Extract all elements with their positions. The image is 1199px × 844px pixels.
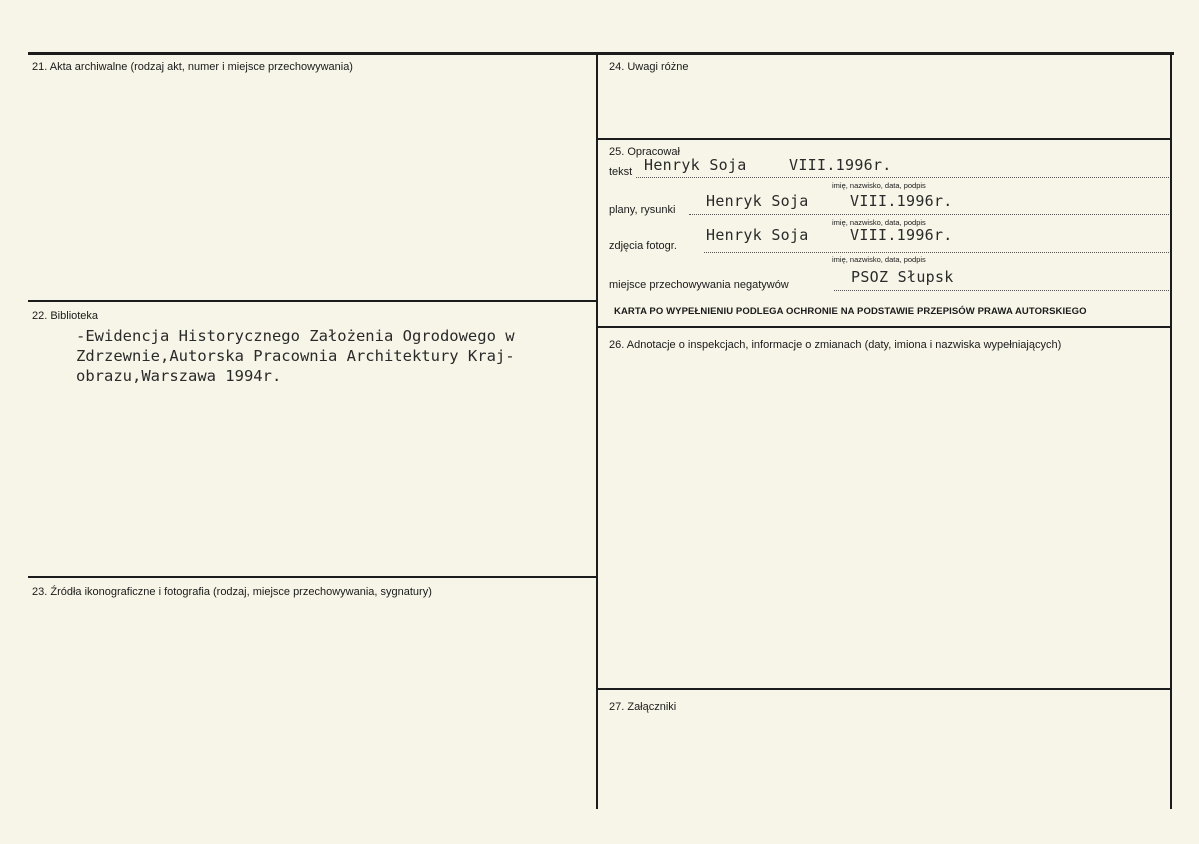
plany-dotted-line bbox=[689, 214, 1169, 215]
rule-25-26 bbox=[597, 326, 1172, 328]
copyright-notice: KARTA PO WYPEŁNIENIU PODLEGA OCHRONIE NA PODSTAWIE PRZEPISÓW PRAWA AUTORSKIEGO bbox=[614, 306, 1087, 317]
plany-author: Henryk Soja bbox=[706, 192, 809, 210]
section-25-heading: 25. Opracował bbox=[609, 146, 680, 158]
tekst-author: Henryk Soja bbox=[644, 156, 747, 174]
miejsce-label: miejsce przechowywania negatywów bbox=[609, 279, 789, 291]
plany-caption: imię, nazwisko, data, podpis bbox=[832, 218, 926, 227]
biblioteka-line-3: obrazu,Warszawa 1994r. bbox=[76, 367, 282, 385]
zdjecia-label: zdjęcia fotogr. bbox=[609, 240, 677, 252]
rule-26-27 bbox=[597, 688, 1172, 690]
biblioteka-entry bbox=[76, 326, 515, 386]
section-26-heading: 26. Adnotacje o inspekcjach, informacje o zmianach (daty, imiona i nazwiska wypełniających) bbox=[609, 339, 1062, 351]
rule-24-25 bbox=[597, 138, 1172, 140]
plany-date: VIII.1996r. bbox=[850, 192, 953, 210]
tekst-caption: imię, nazwisko, data, podpis bbox=[832, 181, 926, 190]
zdjecia-date: VIII.1996r. bbox=[850, 226, 953, 244]
tekst-dotted-line bbox=[636, 177, 1169, 178]
zdjecia-author: Henryk Soja bbox=[706, 226, 809, 244]
rule-22-23 bbox=[28, 576, 597, 578]
section-23-heading: 23. Źródła ikonograficzne i fotografia (rodzaj, miejsce przechowywania, sygnatury) bbox=[32, 586, 432, 598]
biblioteka-line-2: Zdrzewnie,Autorska Pracownia Architektury Kraj- bbox=[76, 347, 515, 365]
section-21-heading: 21. Akta archiwalne (rodzaj akt, numer i miejsce przechowywania) bbox=[32, 61, 353, 73]
biblioteka-line-1: -Ewidencja Historycznego Założenia Ogrodowego w bbox=[76, 327, 515, 345]
tekst-label: tekst bbox=[609, 166, 633, 178]
plany-label: plany, rysunki bbox=[609, 204, 676, 216]
zdjecia-dotted-line bbox=[704, 252, 1169, 253]
section-24-heading: 24. Uwagi różne bbox=[609, 61, 689, 73]
right-border bbox=[1170, 52, 1172, 809]
center-divider bbox=[596, 52, 598, 809]
section-22-heading: 22. Biblioteka bbox=[32, 310, 99, 322]
miejsce-dotted-line bbox=[834, 290, 1169, 291]
top-rule bbox=[28, 52, 1174, 55]
rule-21-22 bbox=[28, 300, 597, 302]
tekst-date: VIII.1996r. bbox=[789, 156, 892, 174]
section-27-heading: 27. Załączniki bbox=[609, 701, 677, 713]
miejsce-value: PSOZ Słupsk bbox=[851, 268, 954, 286]
zdjecia-caption: imię, nazwisko, data, podpis bbox=[832, 255, 926, 264]
